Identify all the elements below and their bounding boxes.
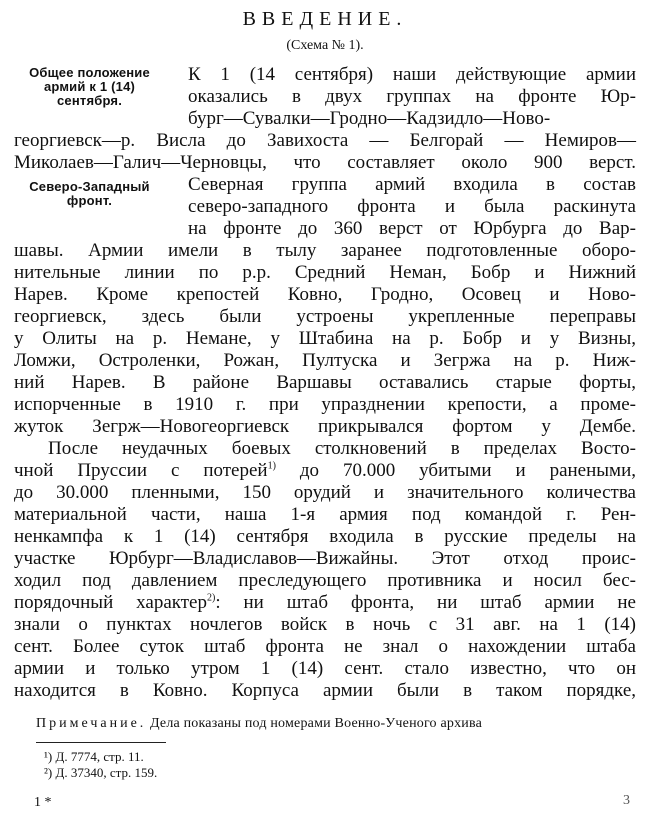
text-line: ходил под давлением преследующего противника и носил бес- [14, 570, 636, 591]
footnote-divider [36, 742, 166, 743]
page-title: ВВЕДЕНИЕ. [242, 8, 408, 30]
text-line: бург—Сувалки—Гродно—Кадзидло—Ново- [188, 108, 551, 129]
text-line: Ломжи, Остроленки, Рожан, Пултуска и Зегржа на р. Ниж- [14, 350, 636, 371]
note-text: Дела показаны под номерами Военно-Ученого архива [146, 716, 482, 731]
margin-note-general-position: Общее положение армий к 1 (14) сентября. [29, 65, 150, 108]
text-line: ний Нарев. В районе Варшавы оставались старые форты, [14, 372, 636, 393]
footnote-1: ¹) Д. 7774, стр. 11. [44, 749, 144, 764]
note-label: Примечание. [36, 716, 147, 731]
text-line: до 30.000 пленными, 150 орудий и значительного количества [14, 482, 636, 503]
text-line: находится в Ковно. Корпуса армии были в таком порядке, [14, 680, 636, 701]
text-line-with-footnote [14, 592, 636, 614]
line-segment: до 70.000 убитыми и ранеными, [275, 460, 636, 481]
text-line: Миколаев—Галич—Черновцы, что составляет около 900 верст. [14, 152, 636, 173]
footnote-mark: 2) [206, 592, 216, 604]
text-line: армии и только утром 1 (14) сент. стало известно, что он [14, 658, 636, 679]
text-line: шавы. Армии имели в тылу заранее подготовленные оборо- [14, 240, 636, 261]
text-line: материальной части, наша 1-я армия под командой г. Рен- [14, 504, 636, 525]
margin-note-northwest-front: Северо-Западный фронт. [29, 179, 150, 208]
text-line: ненкампфа к 1 (14) сентября входила в русские пределы на [14, 526, 636, 547]
text-line: на фронте до 360 верст от Юрбурга до Вар- [188, 218, 636, 239]
line-segment: порядочный характер [14, 592, 207, 613]
footnote-mark: 1) [267, 460, 276, 472]
text-line: у Олиты на р. Немане, у Штабина на р. Бобр и у Визны, [14, 328, 636, 349]
text-line: Нарев. Кроме крепостей Ковно, Гродно, Осовец и Ново- [14, 284, 636, 305]
text-line: жуток Зегрж—Новогеоргиевск прикрывался фортом у Дембе. [14, 416, 636, 437]
text-line: оказались в двух группах на фронте Юр- [188, 86, 636, 107]
text-line: Северная группа армий входила в состав [188, 174, 636, 195]
text-line: испорченные в 1910 г. при упразднении крепости, а проме- [14, 394, 636, 415]
text-line: После неудачных боевых столкновений в пределах Восто- [48, 438, 636, 459]
text-line: георгиевск—р. Висла до Завихоста — Белгорай — Немиров— [14, 130, 636, 151]
line-segment: : ни штаб фронта, ни штаб армии не [215, 592, 636, 613]
scheme-reference: (Схема № 1). [286, 38, 364, 53]
text-line: знали о пунктах ночлегов войск в ночь с 31 авг. на 1 (14) [14, 614, 636, 635]
text-line: нительные линии по р.р. Средний Неман, Бобр и Нижний [14, 262, 636, 283]
text-line: участке Юрбург—Владиславов—Вижайны. Этот отход проис- [14, 548, 636, 569]
text-line: северо-западного фронта и была раскинута [188, 196, 636, 217]
signature-mark: 1 * [34, 795, 52, 810]
footnote-2: ²) Д. 37340, стр. 159. [44, 765, 158, 780]
text-line: сент. Более суток штаб фронта не знал о нахождении штаба [14, 636, 636, 657]
line-segment: чной Пруссии с потерей [14, 460, 268, 481]
page-number: 3 [623, 793, 630, 808]
archive-note [36, 716, 636, 732]
text-line: георгиевск, здесь были устроены укрепленные переправы [14, 306, 636, 327]
text-line-with-footnote [14, 460, 636, 482]
text-line: К 1 (14 сентября) наши действующие армии [188, 64, 636, 85]
